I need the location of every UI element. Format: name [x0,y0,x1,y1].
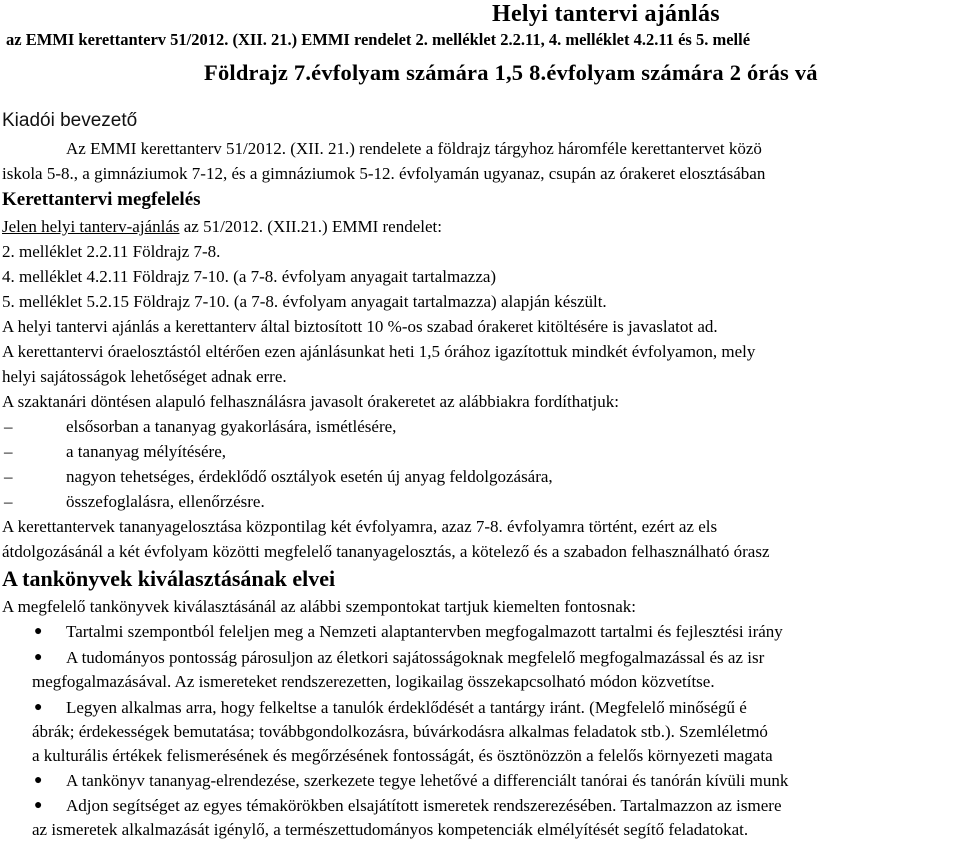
grade-title: Földrajz 7.évfolyam számára 1,5 8.évfolyam számára 2 órás vá [204,60,818,85]
dash-item-4: összefoglalásra, ellenőrzésre. [66,492,265,511]
bullet-5-line-1: Adjon segítséget az egyes témakörökben elsajátított ismeretek rendszerezésében. Tartalmazzon az ismere [66,796,782,815]
bullet-5-line-2: az ismeretek alkalmazását igénylő, a természettudományos kompetenciák elmélyítését segítő feladatokat. [32,820,749,839]
compliance-line-7: A szaktanári döntésen alapuló felhasználásra javasolt órakeretet az alábbiakra fordíthatjuk: [2,392,619,411]
section-heading-intro: Kiadói bevezető [2,110,138,131]
document-subtitle: az EMMI kerettanterv 51/2012. (XII. 21.) EMMI rendelet 2. melléklet 2.2.11, 4. melléklet 4.2.11 és 5. mellé [6,30,751,49]
bullet-3-line-3: a kulturális értékek felismerésének és megőrzésének fontosságát, és ösztönözzön a felelős környezeti magata [32,746,773,765]
compliance-line-2: 4. melléklet 4.2.11 Földrajz 7-10. (a 7-8. évfolyam anyagait tartalmazza) [2,267,497,286]
intro-line-2: iskola 5-8., a gimnáziumok 7-12, és a gimnáziumok 5-12. évfolyamán ugyanaz, csupán az órakeret elosztásában [2,164,766,183]
dash-marker: – [4,442,13,461]
compliance-line-6: helyi sajátosságok lehetőséget adnak erre. [2,367,287,386]
compliance-line-1: 2. melléklet 2.2.11 Földrajz 7-8. [2,242,221,261]
dash-item-2: a tananyag mélyítésére, [66,442,227,461]
bullet-1-line-1: Tartalmi szempontból feleljen meg a Nemzeti alaptantervben megfogalmazott tartalmi és fejlesztési irány [66,622,783,641]
bullet-marker: ● [34,700,43,715]
closing-line-1: A kerettantervek tananyagelosztása központilag két évfolyamra, azaz 7-8. évfolyamra történt, ezért az els [2,517,718,536]
intro-line-1: Az EMMI kerettanterv 51/2012. (XII. 21.) rendelete a földrajz tárgyhoz háromféle kerettantervet közö [66,139,762,158]
bullet-marker: ● [34,773,43,788]
bullet-marker: ● [34,650,43,665]
bullet-2-line-1: A tudományos pontosság párosuljon az életkori sajátosságoknak megfelelő megfogalmazással és az isr [66,648,765,667]
closing-line-2: átdolgozásánál a két évfolyam közötti megfelelő tananyagelosztás, a kötelező és a szabadon felhasználható órasz [2,542,770,561]
compliance-lead-rest: az 51/2012. (XII.21.) EMMI rendelet: [179,217,442,236]
dash-item-1: elsősorban a tananyag gyakorlására, ismétlésére, [66,417,397,436]
bullet-4-line-1: A tankönyv tananyag-elrendezése, szerkezete tegye lehetővé a differenciált tanórai és tanórán kívüli munk [66,771,789,790]
section-heading-compliance: Kerettantervi megfelelés [2,189,201,210]
bullet-3-line-1: Legyen alkalmas arra, hogy felkeltse a tanulók érdeklődését a tantárgy iránt. (Megfelelő minőségű é [66,698,747,717]
document-title: Helyi tantervi ajánlás [492,1,720,27]
dash-marker: – [4,417,13,436]
compliance-line-5: A kerettantervi óraelosztástól eltérően ezen ajánlásunkat heti 1,5 órához igazítottuk mindkét évfolyamon, mely [2,342,756,361]
textbooks-lead: A megfelelő tankönyvek kiválasztásánál az alábbi szempontokat tartjuk kiemelten fontosnak: [2,597,636,616]
dash-marker: – [4,467,13,486]
compliance-lead-underlined: Jelen helyi tanterv-ajánlás [2,217,180,236]
bullet-3-line-2: ábrák; érdekességek bemutatása; továbbgondolkozásra, búvárkodásra alkalmas feladatok stb.). Szemléletmó [32,722,768,741]
bullet-marker: ● [34,624,43,639]
compliance-line-3: 5. melléklet 5.2.15 Földrajz 7-10. (a 7-8. évfolyam anyagait tartalmazza) alapján készült. [2,292,607,311]
compliance-line-4: A helyi tantervi ajánlás a kerettanterv által biztosított 10 %-os szabad órakeret kitöltésére is javaslatot ad. [2,317,718,336]
compliance-lead [2,217,442,237]
dash-item-3: nagyon tehetséges, érdeklődő osztályok esetén új anyag feldolgozására, [66,467,553,486]
section-heading-textbooks: A tankönyvek kiválasztásának elvei [2,566,336,591]
bullet-2-line-2: megfogalmazásával. Az ismereteket rendszerezetten, logikailag összekapcsolható módon közvetítse. [32,672,715,691]
bullet-marker: ● [34,798,43,813]
dash-marker: – [4,492,13,511]
